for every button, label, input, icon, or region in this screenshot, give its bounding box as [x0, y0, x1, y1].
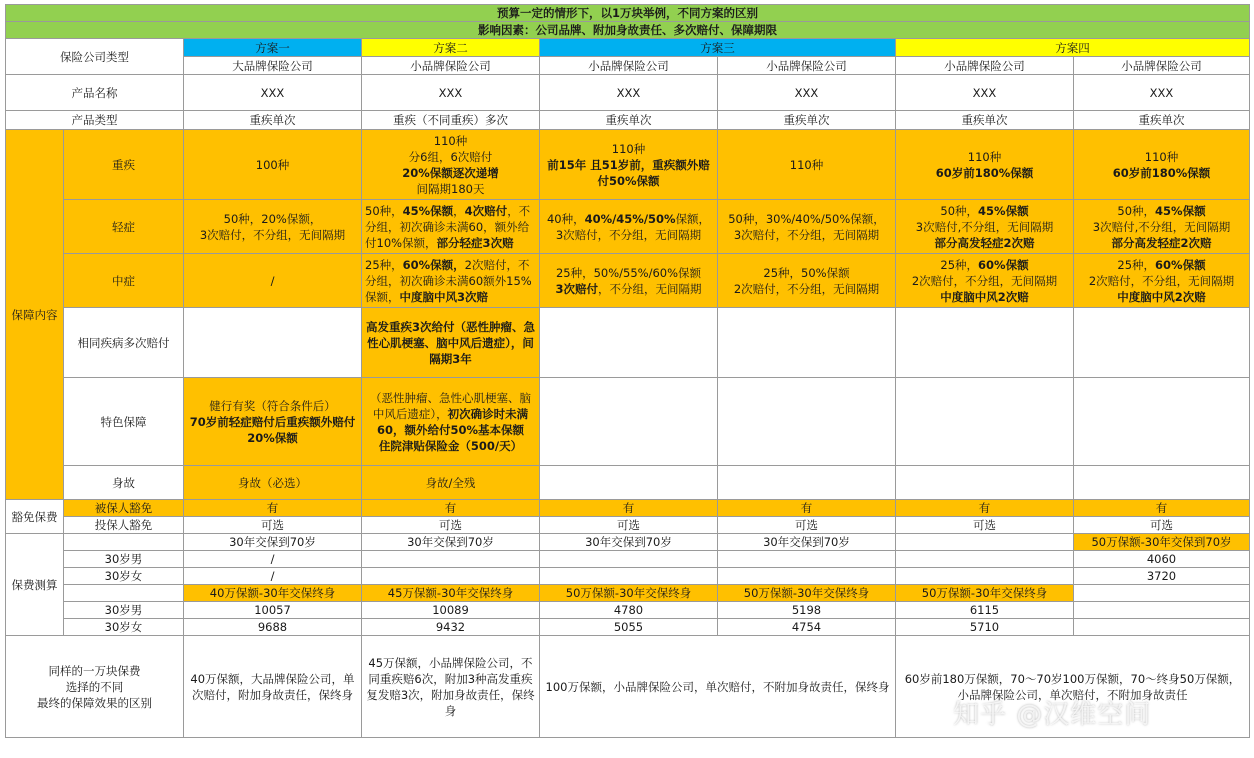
critical-plan1: 100种: [184, 130, 362, 200]
premium-cell: 30年交保到70岁: [362, 534, 540, 551]
special-plan1-t2: 70岁前轻症赔付后重疾额外赔付20%保额: [189, 414, 356, 445]
applicant-waiver-cell: 可选: [362, 517, 540, 534]
critical-plan2-line: 110种 分6组，6次赔付: [408, 133, 493, 164]
premium-cell: 6115: [896, 602, 1074, 619]
same-disease-plan2: 高发重疾3次给付（恶性肿瘤、急性心肌梗塞、脑中风后遗症），间隔期3年: [362, 308, 540, 378]
moderate-plan2: [362, 254, 540, 308]
premium-cell: 4060: [1074, 551, 1250, 568]
moderate-plan2-t1: 25种，: [365, 257, 403, 272]
title-line1: 预算一定的情形下，以1万块举例，不同方案的区别: [6, 5, 1250, 22]
mild-plan3b: 50种，30%/40%/50%保额， 3次赔付，不分组，无间隔期: [718, 200, 896, 254]
same-disease-plan4b: [1074, 308, 1250, 378]
watermark: 知乎 @汉维空间: [953, 700, 1152, 730]
mild-plan2-t4: 4次赔付: [464, 203, 508, 218]
premium-cell: 9432: [362, 619, 540, 636]
death-plan3a: [540, 466, 718, 500]
premium-cell: 10057: [184, 602, 362, 619]
product-name-cell: XXX: [184, 75, 362, 111]
insured-waiver-cell: 有: [1074, 500, 1250, 517]
product-type-label: 产品类型: [6, 111, 184, 130]
company-type-cell: 小品牌保险公司: [896, 57, 1074, 75]
product-type-cell: 重疾单次: [184, 111, 362, 130]
premium-cell: 30年交保到70岁: [540, 534, 718, 551]
applicant-waiver-cell: 可选: [718, 517, 896, 534]
premium-row1-label: [64, 534, 184, 551]
summary-label: 同样的一万块保费 选择的不同 最终的保障效果的区别: [6, 636, 184, 738]
critical-plan2: [362, 130, 540, 200]
company-type-cell: 大品牌保险公司: [184, 57, 362, 75]
product-name-cell: XXX: [540, 75, 718, 111]
company-type-cell: 小品牌保险公司: [718, 57, 896, 75]
premium-cell: 30年交保到70岁: [718, 534, 896, 551]
special-plan1: [184, 378, 362, 466]
premium-cell: /: [184, 551, 362, 568]
critical-plan4a: [896, 130, 1074, 200]
moderate-plan4a-t2: 60%保额: [978, 257, 1029, 272]
insured-waiver-cell: 有: [184, 500, 362, 517]
premium-cell: [362, 568, 540, 585]
summary-plan4: 60岁前180万保额，70～70岁100万保额，70～终身50万保额，小品牌保险公司，单次赔付，不附加身故责任: [896, 636, 1250, 738]
product-name-cell: XXX: [1074, 75, 1250, 111]
insured-waiver-cell: 有: [540, 500, 718, 517]
moderate-plan4b-t4: 中度脑中风2次赔: [1117, 289, 1206, 304]
applicant-waiver-label: 投保人豁免: [64, 517, 184, 534]
product-type-cell: 重疾单次: [896, 111, 1074, 130]
mild-plan2-t2: 45%保额: [402, 203, 454, 218]
premium-cell: 5198: [718, 602, 896, 619]
special-plan3a: [540, 378, 718, 466]
premium-cell: [540, 551, 718, 568]
moderate-plan2-t4: 中度脑中风3次赔: [399, 289, 489, 304]
death-label: 身故: [64, 466, 184, 500]
critical-plan4a-line: 110种: [967, 149, 1002, 164]
special-plan1-t1: 健行有奖（符合条件后）: [209, 398, 336, 413]
premium-cell: 50万保额-30年交保到70岁: [1074, 534, 1250, 551]
moderate-plan3b: 25种，50%保额 2次赔付，不分组，无间隔期: [718, 254, 896, 308]
mild-label: 轻症: [64, 200, 184, 254]
applicant-waiver-cell: 可选: [184, 517, 362, 534]
summary-plan2: 45万保额，小品牌保险公司，不同重疾赔6次，附加3种高发重疾复发赔3次，附加身故责任，保终身: [362, 636, 540, 738]
special-plan2-t1: （恶性肿瘤、急性心肌梗塞、脑中风后遗症），: [370, 390, 531, 421]
premium-cell: 5710: [896, 619, 1074, 636]
moderate-plan3a: [540, 254, 718, 308]
moderate-plan3a-t2: 3次赔付: [555, 281, 598, 296]
same-disease-label: 相同疾病多次赔付: [64, 308, 184, 378]
premium-group-label: 保费测算: [6, 534, 64, 636]
product-type-cell: 重疾（不同重疾）多次: [362, 111, 540, 130]
premium-cell: 50万保额-30年交保终身: [540, 585, 718, 602]
critical-plan3a-bold: 前15年 且51岁前，重疾额外赔付50%保额: [547, 157, 710, 188]
mild-plan4a: [896, 200, 1074, 254]
mild-plan2: [362, 200, 540, 254]
special-plan2-t3: 住院津贴保险金（500/天）: [378, 438, 523, 453]
moderate-label: 中症: [64, 254, 184, 308]
mild-plan4a-t3: 3次赔付,不分组，无间隔期: [915, 219, 1054, 234]
premium-male-label: 30岁男: [64, 602, 184, 619]
mild-plan2-t1: 50种，: [365, 203, 403, 218]
critical-plan3b: 110种: [718, 130, 896, 200]
critical-plan3a-line: 110种: [611, 141, 646, 156]
moderate-plan4b-t2: 60%保额: [1155, 257, 1206, 272]
death-plan1: 身故（必选）: [184, 466, 362, 500]
mild-plan4b-t3: 3次赔付,不分组，无间隔期: [1092, 219, 1231, 234]
moderate-plan3a-t3: ，不分组，无间隔期: [598, 281, 702, 296]
premium-cell: [896, 568, 1074, 585]
mild-plan2-t3: ，: [453, 203, 465, 218]
critical-plan2-interval: 间隔期180天: [416, 181, 485, 196]
premium-cell: [362, 551, 540, 568]
premium-cell: [718, 568, 896, 585]
same-disease-plan3b: [718, 308, 896, 378]
same-disease-plan3a: [540, 308, 718, 378]
premium-cell: 3720: [1074, 568, 1250, 585]
moderate-plan4a-t4: 中度脑中风2次赔: [940, 289, 1029, 304]
mild-plan4b-t1: 50种，: [1117, 203, 1156, 218]
company-type-cell: 小品牌保险公司: [362, 57, 540, 75]
same-disease-plan4a: [896, 308, 1074, 378]
premium-cell: /: [184, 568, 362, 585]
applicant-waiver-cell: 可选: [1074, 517, 1250, 534]
product-type-cell: 重疾单次: [1074, 111, 1250, 130]
plan2-header: 方案二: [362, 39, 540, 57]
premium-female-label: 30岁女: [64, 568, 184, 585]
plan3-header: 方案三: [540, 39, 896, 57]
product-name-cell: XXX: [896, 75, 1074, 111]
plan1-header: 方案一: [184, 39, 362, 57]
premium-cell: [718, 551, 896, 568]
special-plan2-t2: 初次确诊时未满60，额外给付50%基本保额: [376, 406, 529, 437]
applicant-waiver-cell: 可选: [896, 517, 1074, 534]
premium-cell: 40万保额-30年交保终身: [184, 585, 362, 602]
moderate-plan4b-t1: 25种，: [1117, 257, 1156, 272]
premium-cell: 4754: [718, 619, 896, 636]
special-plan2: [362, 378, 540, 466]
critical-plan4b-line: 110种: [1144, 149, 1179, 164]
plan4-header: 方案四: [896, 39, 1250, 57]
mild-plan3a-t1: 40种，: [546, 211, 585, 226]
mild-plan4a-t1: 50种，: [940, 203, 979, 218]
premium-row4-label: [64, 585, 184, 602]
comparison-table: [5, 4, 1250, 738]
product-name-label: 产品名称: [6, 75, 184, 111]
moderate-plan2-t3: 2次赔付，不分组，初次确诊未满60额外15%保额，: [365, 257, 532, 304]
summary-plan3: 100万保额，小品牌保险公司，单次赔付，不附加身故责任，保终身: [540, 636, 896, 738]
insured-waiver-cell: 有: [362, 500, 540, 517]
applicant-waiver-cell: 可选: [540, 517, 718, 534]
critical-plan3a: [540, 130, 718, 200]
moderate-plan1: /: [184, 254, 362, 308]
premium-male-label: 30岁男: [64, 551, 184, 568]
product-type-cell: 重疾单次: [540, 111, 718, 130]
mild-plan4a-t2: 45%保额: [978, 203, 1029, 218]
insured-waiver-label: 被保人豁免: [64, 500, 184, 517]
insured-waiver-cell: 有: [896, 500, 1074, 517]
premium-cell: 50万保额-30年交保终身: [896, 585, 1074, 602]
mild-plan2-t5: ，不分组，初次确诊未满60，额外给付10%保额，: [365, 203, 531, 250]
waiver-group-label: 豁免保费: [6, 500, 64, 534]
death-plan2: 身故/全残: [362, 466, 540, 500]
special-plan4b: [1074, 378, 1250, 466]
death-plan4a: [896, 466, 1074, 500]
comparison-sheet: [5, 4, 1250, 738]
premium-cell: [896, 551, 1074, 568]
premium-female-label: 30岁女: [64, 619, 184, 636]
product-name-cell: XXX: [362, 75, 540, 111]
product-type-cell: 重疾单次: [718, 111, 896, 130]
same-disease-plan1: [184, 308, 362, 378]
title-line2: 影响因素：公司品牌、附加身故责任、多次赔付、保障期限: [6, 22, 1250, 39]
premium-cell: [540, 568, 718, 585]
premium-cell: [1074, 619, 1250, 636]
moderate-plan2-t2: 60%保额，: [402, 257, 465, 272]
mild-plan1: 50种，20%保额， 3次赔付，不分组，无间隔期: [184, 200, 362, 254]
mild-plan4b: [1074, 200, 1250, 254]
insured-waiver-cell: 有: [718, 500, 896, 517]
special-label: 特色保障: [64, 378, 184, 466]
mild-plan3a-t2: 40%/45%/50%: [584, 211, 676, 226]
premium-cell: 4780: [540, 602, 718, 619]
mild-plan3a-t3: 保额， 3次赔付，不分组，无间隔期: [555, 211, 711, 242]
premium-cell: [896, 534, 1074, 551]
special-plan3b: [718, 378, 896, 466]
summary-plan1: 40万保额，大品牌保险公司，单次赔付，附加身故责任，保终身: [184, 636, 362, 738]
premium-cell: 10089: [362, 602, 540, 619]
moderate-plan3a-t1: 25种，50%/55%/60%保额: [555, 265, 702, 280]
critical-label: 重疾: [64, 130, 184, 200]
moderate-plan4a: [896, 254, 1074, 308]
product-name-cell: XXX: [718, 75, 896, 111]
premium-cell: 30年交保到70岁: [184, 534, 362, 551]
mild-plan4b-t4: 部分高发轻症2次赔: [1111, 235, 1212, 250]
moderate-plan4b: [1074, 254, 1250, 308]
critical-plan4a-bold: 60岁前180%保额: [935, 165, 1034, 180]
coverage-group-label: 保障内容: [6, 130, 64, 500]
mild-plan2-t6: 部分轻症3次赔: [436, 235, 514, 250]
death-plan4b: [1074, 466, 1250, 500]
critical-plan4b: [1074, 130, 1250, 200]
moderate-plan4a-t1: 25种，: [940, 257, 979, 272]
premium-cell: 45万保额-30年交保终身: [362, 585, 540, 602]
mild-plan4a-t4: 部分高发轻症2次赔: [934, 235, 1035, 250]
premium-cell: 5055: [540, 619, 718, 636]
premium-cell: [1074, 585, 1250, 602]
company-type-cell: 小品牌保险公司: [540, 57, 718, 75]
moderate-plan4a-t3: 2次赔付，不分组，无间隔期: [911, 273, 1058, 288]
special-plan4a: [896, 378, 1074, 466]
critical-plan4b-bold: 60岁前180%保额: [1112, 165, 1211, 180]
company-type-label: 保险公司类型: [6, 39, 184, 75]
death-plan3b: [718, 466, 896, 500]
premium-cell: [1074, 602, 1250, 619]
premium-cell: 50万保额-30年交保终身: [718, 585, 896, 602]
mild-plan4b-t2: 45%保额: [1155, 203, 1206, 218]
mild-plan3a: [540, 200, 718, 254]
company-type-cell: 小品牌保险公司: [1074, 57, 1250, 75]
moderate-plan4b-t3: 2次赔付，不分组，无间隔期: [1088, 273, 1235, 288]
critical-plan2-bold: 20%保额逐次递增: [402, 165, 499, 180]
premium-cell: 9688: [184, 619, 362, 636]
